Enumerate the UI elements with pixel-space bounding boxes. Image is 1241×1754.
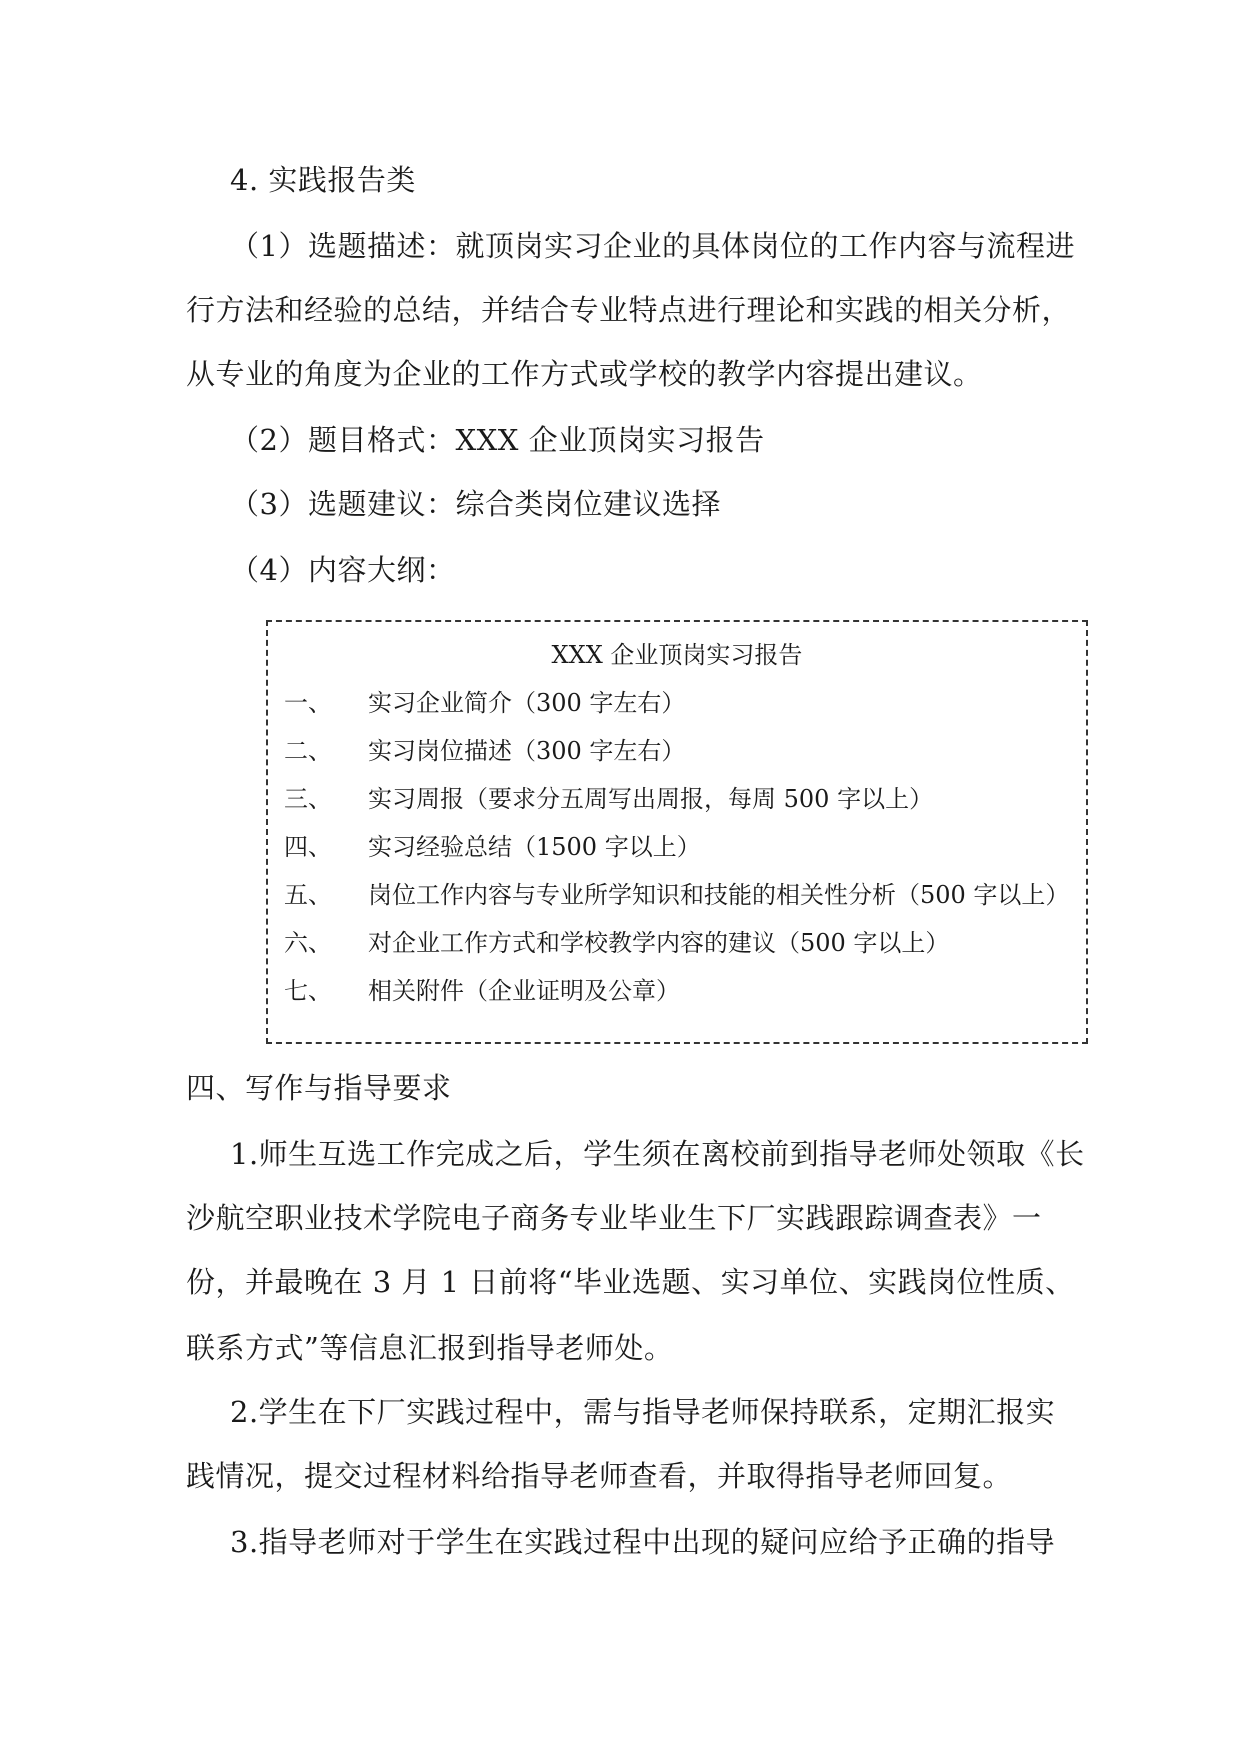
outline-item-text: 岗位工作内容与专业所学知识和技能的相关性分析（500 字以上） — [368, 881, 1070, 909]
paragraph-line: 从专业的角度为企业的工作方式或学校的教学内容提出建议。 — [186, 357, 983, 391]
paragraph-line: （2）题目格式：XXX 企业顶岗实习报告 — [230, 423, 765, 457]
outline-item — [284, 736, 685, 766]
outline-title: XXX 企业顶岗实习报告 — [551, 641, 803, 669]
outline-item-number: 六、 — [284, 929, 332, 957]
outline-item — [284, 784, 933, 814]
outline-item-text: 实习周报（要求分五周写出周报，每周 500 字以上） — [368, 785, 934, 813]
outline-item-text: 实习企业简介（300 字左右） — [368, 689, 686, 717]
paragraph-line: （3）选题建议：综合类岗位建议选择 — [230, 487, 721, 521]
outline-item-number: 四、 — [284, 833, 332, 861]
outline-item-text: 实习经验总结（1500 字以上） — [368, 833, 701, 861]
paragraph-line: 行方法和经验的总结，并结合专业特点进行理论和实践的相关分析， — [186, 293, 1072, 327]
paragraph-line: 联系方式”等信息汇报到指导老师处。 — [186, 1331, 674, 1365]
outline-item-number: 五、 — [284, 881, 332, 909]
outline-item-number: 三、 — [284, 785, 332, 813]
outline-item-text: 对企业工作方式和学校教学内容的建议（500 字以上） — [368, 929, 950, 957]
outline-item — [284, 928, 949, 958]
paragraph-line: （1）选题描述：就顶岗实习企业的具体岗位的工作内容与流程进 — [230, 229, 1075, 263]
outline-item — [284, 880, 1069, 910]
outline-item — [284, 832, 701, 862]
paragraph-line: （4）内容大纲： — [230, 553, 456, 587]
outline-item-number: 七、 — [284, 977, 332, 1005]
section-heading: 4. 实践报告类 — [230, 163, 416, 197]
outline-item-number: 二、 — [284, 737, 332, 765]
paragraph-line: 3.指导老师对于学生在实践过程中出现的疑问应给予正确的指导 — [230, 1525, 1056, 1559]
paragraph-line: 份，并最晚在 3 月 1 日前将“毕业选题、实习单位、实践岗位性质、 — [186, 1265, 1075, 1299]
outline-item-number: 一、 — [284, 689, 332, 717]
outline-box — [266, 620, 1088, 1044]
paragraph-line: 1.师生互选工作完成之后，学生须在离校前到指导老师处领取《长 — [230, 1137, 1085, 1171]
paragraph-line: 践情况，提交过程材料给指导老师查看，并取得指导老师回复。 — [186, 1459, 1013, 1493]
paragraph-line: 2.学生在下厂实践过程中，需与指导老师保持联系，定期汇报实 — [230, 1395, 1056, 1429]
outline-item-text: 实习岗位描述（300 字左右） — [368, 737, 686, 765]
paragraph-line: 沙航空职业技术学院电子商务专业毕业生下厂实践跟踪调查表》一 — [186, 1201, 1042, 1235]
section-heading: 四、写作与指导要求 — [186, 1071, 452, 1105]
outline-item — [284, 688, 685, 718]
outline-item — [284, 976, 680, 1006]
outline-item-text: 相关附件（企业证明及公章） — [368, 977, 680, 1005]
